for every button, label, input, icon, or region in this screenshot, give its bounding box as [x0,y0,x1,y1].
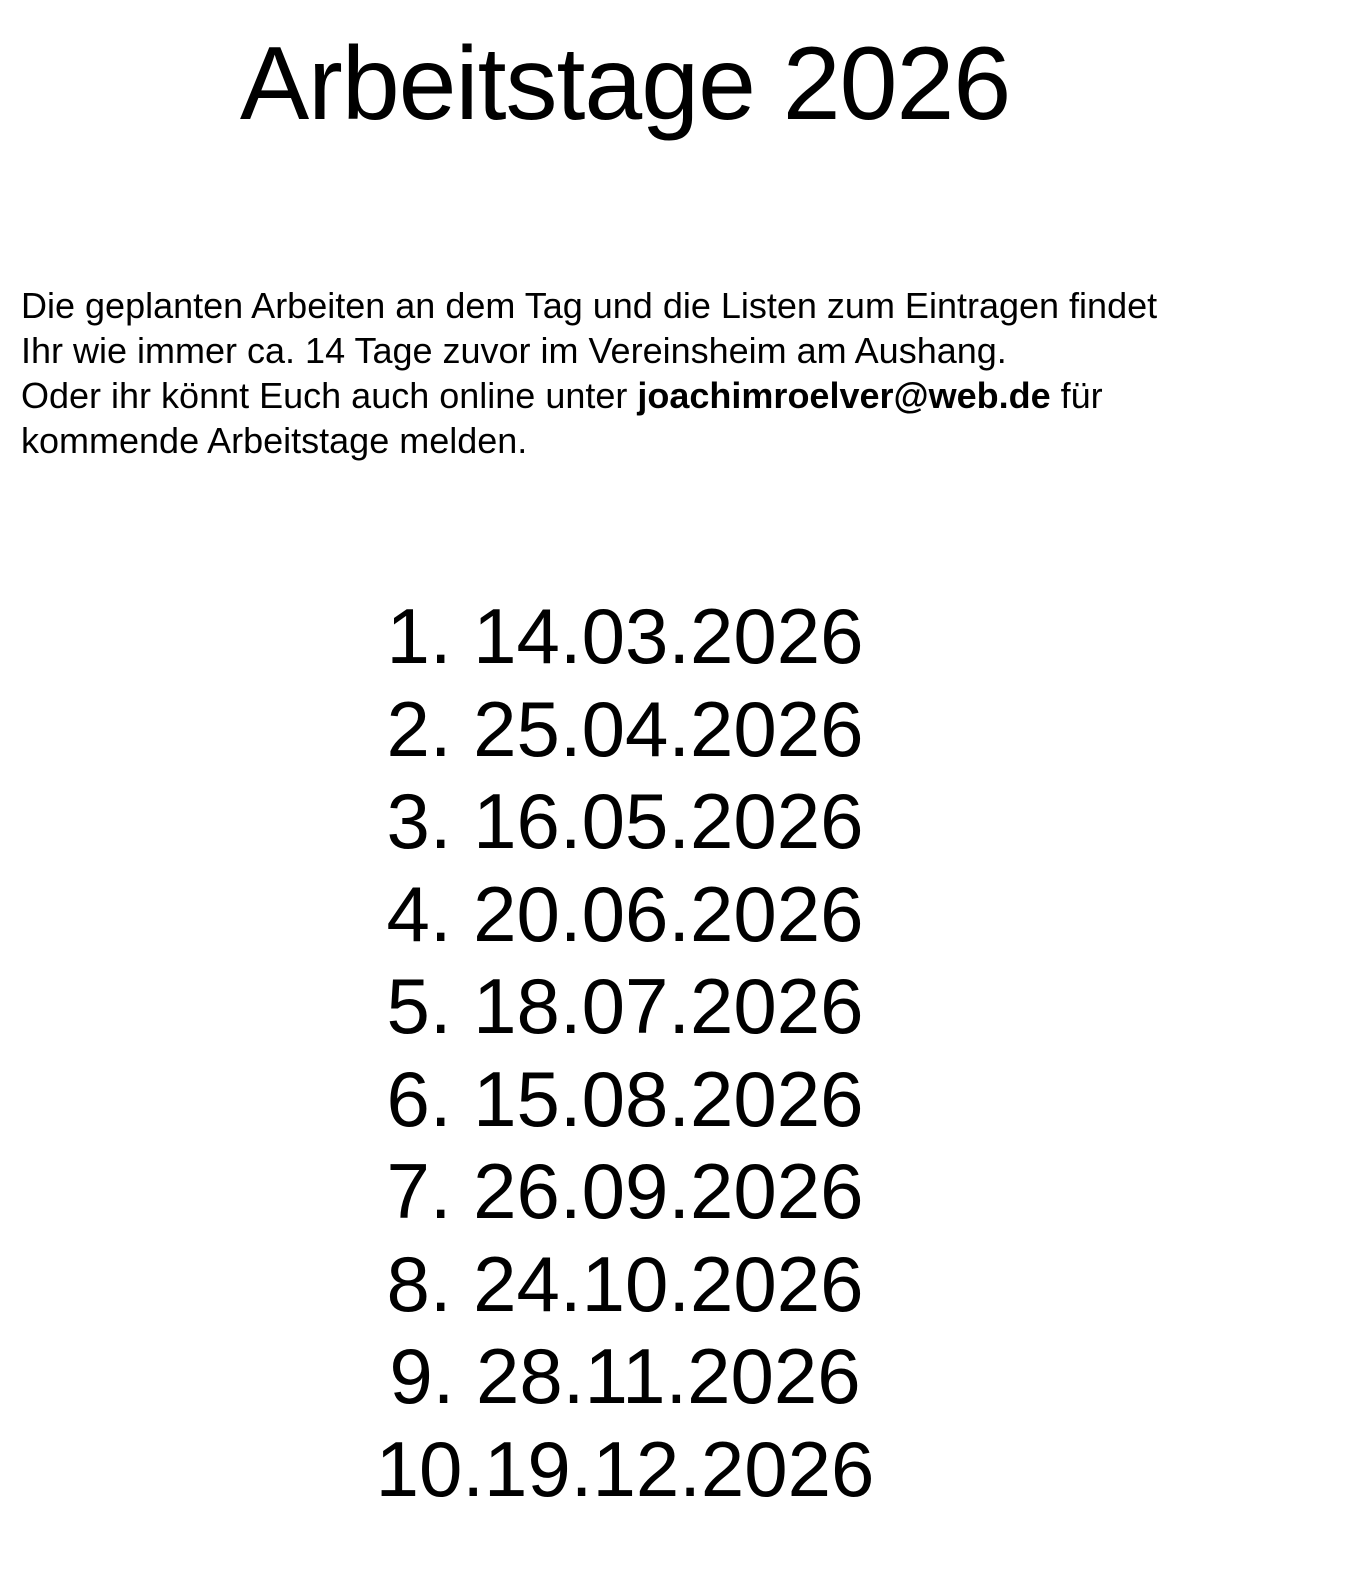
work-day-item: 5. 18.07.2026 [386,962,864,1050]
contact-email: joachimroelver@web.de [637,375,1051,416]
intro-line-2: Ihr wie immer ca. 14 Tage zuvor im Vereinsheim am Aushang. [21,330,1007,371]
work-day-item: 7. 26.09.2026 [386,1147,864,1235]
intro-line-1: Die geplanten Arbeiten an dem Tag und die Listen zum Eintragen findet [21,285,1158,326]
work-day-item: 4. 20.06.2026 [386,869,864,958]
work-day-item: 1. 14.03.2026 [386,592,864,680]
work-day-item: 9. 28.11.2026 [389,1332,861,1420]
intro-text [21,283,1321,463]
work-day-item: 3. 16.05.2026 [386,777,864,865]
intro-line-3-end: für [1050,375,1103,416]
work-day-item: 10.19.12.2026 [375,1424,875,1513]
work-day-item: 8. 24.10.2026 [386,1239,864,1328]
page-title: Arbeitstage 2026 [239,26,1011,142]
work-day-item: 6. 15.08.2026 [386,1054,864,1143]
work-day-item: 2. 25.04.2026 [386,684,864,773]
intro-line-3-start: Oder ihr könnt Euch auch online unter [21,375,638,416]
work-days-list [0,590,1250,1515]
intro-line-3 [21,373,1321,418]
intro-line-4: kommende Arbeitstage melden. [21,420,528,461]
